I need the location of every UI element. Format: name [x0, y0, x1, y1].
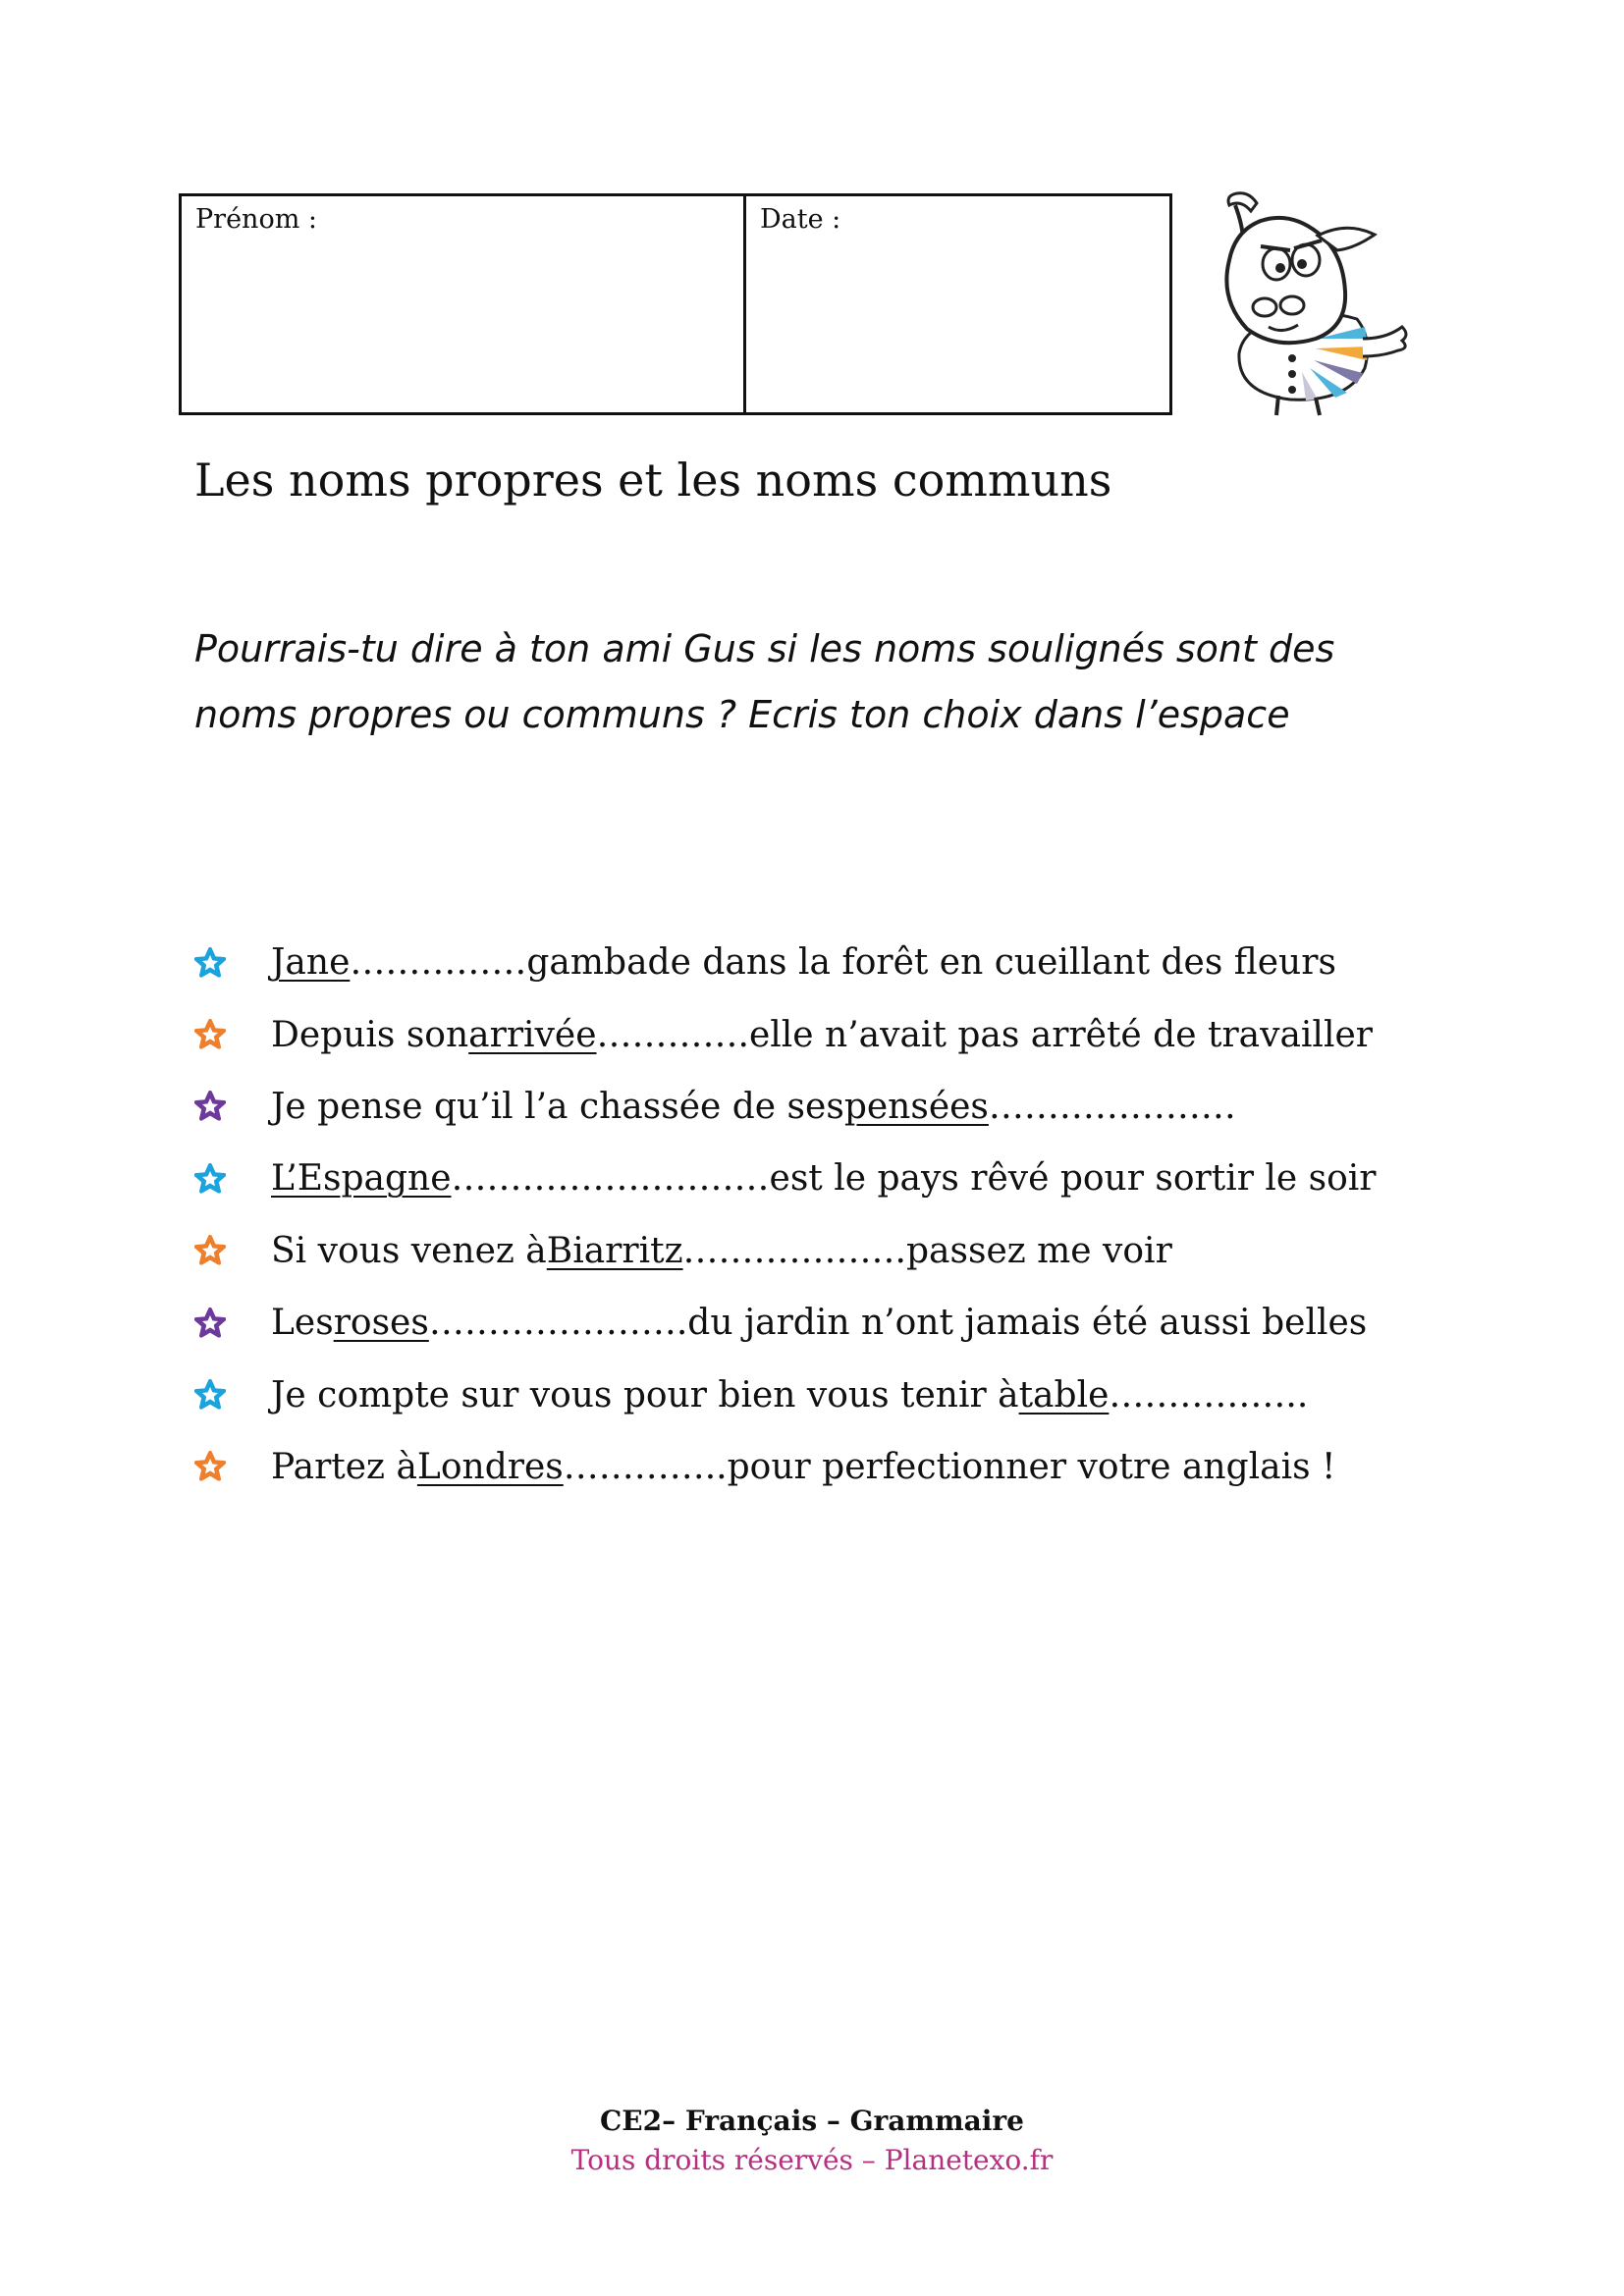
exercise-item [194, 1143, 1471, 1214]
exercise-item [194, 1359, 1471, 1430]
star-icon [194, 947, 226, 979]
underlined-noun: Jane [271, 942, 351, 984]
underlined-noun: Londres [416, 1446, 564, 1487]
first-name-label: Prénom : [195, 204, 317, 235]
exercise-item [194, 998, 1471, 1070]
star-icon [194, 1379, 226, 1411]
star-icon [194, 1019, 226, 1050]
sentence-end-with-blank[interactable]: ……………gambade dans la forêt en cueillant des fleurs [350, 942, 1336, 984]
sentence-start: Je compte sur vous pour bien vous tenir à [271, 1374, 1019, 1415]
page-title: Les noms propres et les noms communs [194, 454, 1112, 507]
sentence-end-with-blank[interactable]: …………..pour perfectionner votre anglais ! [563, 1446, 1336, 1487]
sentence-start: Partez à [271, 1446, 417, 1487]
first-name-field[interactable] [182, 196, 746, 412]
exercise-item [194, 1215, 1471, 1287]
underlined-noun: L’Espagne [271, 1158, 452, 1200]
date-label: Date : [760, 204, 841, 235]
name-date-box [179, 193, 1172, 415]
footer-subject: CE2– Français – Grammaire [600, 2105, 1024, 2137]
sheep-mascot-icon [1200, 191, 1414, 417]
exercise-item [194, 927, 1471, 998]
exercise-item [194, 1431, 1471, 1503]
underlined-noun: table [1018, 1374, 1110, 1415]
star-icon [194, 1235, 226, 1266]
underlined-noun: Biarritz [546, 1230, 683, 1271]
sentence-end-with-blank[interactable]: ………………….du jardin n’ont jamais été aussi belles [428, 1303, 1368, 1344]
star-icon [194, 1451, 226, 1482]
sentence-end-with-blank[interactable]: ………………… [988, 1086, 1236, 1127]
sentence-start: Je pense qu’il l’a chassée de ses [271, 1086, 844, 1127]
footer-copyright: Tous droits réservés – Planetexo.fr [570, 2144, 1054, 2176]
star-icon [194, 1308, 226, 1339]
exercise-item [194, 1287, 1471, 1359]
exercise-list [194, 927, 1471, 1503]
star-icon [194, 1163, 226, 1195]
sentence-end-with-blank[interactable]: …………….. [1109, 1374, 1309, 1415]
exercise-item [194, 1071, 1471, 1143]
sentence-start: Les [271, 1303, 334, 1344]
underlined-noun: arrivée [468, 1014, 597, 1055]
date-field[interactable] [746, 196, 1169, 412]
underlined-noun: pensées [843, 1086, 989, 1127]
sentence-end-with-blank[interactable]: ………….elle n’avait pas arrêté de travailler [596, 1014, 1373, 1055]
sentence-end-with-blank[interactable]: ……………….passez me voir [682, 1230, 1172, 1271]
star-icon [194, 1091, 226, 1122]
instructions: Pourrais-tu dire à ton ami Gus si les noms soulignés sont des noms propres ou communs ? Ecris ton choix dans l’espace [194, 627, 1335, 736]
underlined-noun: roses [333, 1303, 429, 1344]
sentence-end-with-blank[interactable]: ………………………est le pays rêvé pour sortir le soir [451, 1158, 1377, 1200]
sentence-start: Si vous venez à [271, 1230, 547, 1271]
sentence-start: Depuis son [271, 1014, 469, 1055]
